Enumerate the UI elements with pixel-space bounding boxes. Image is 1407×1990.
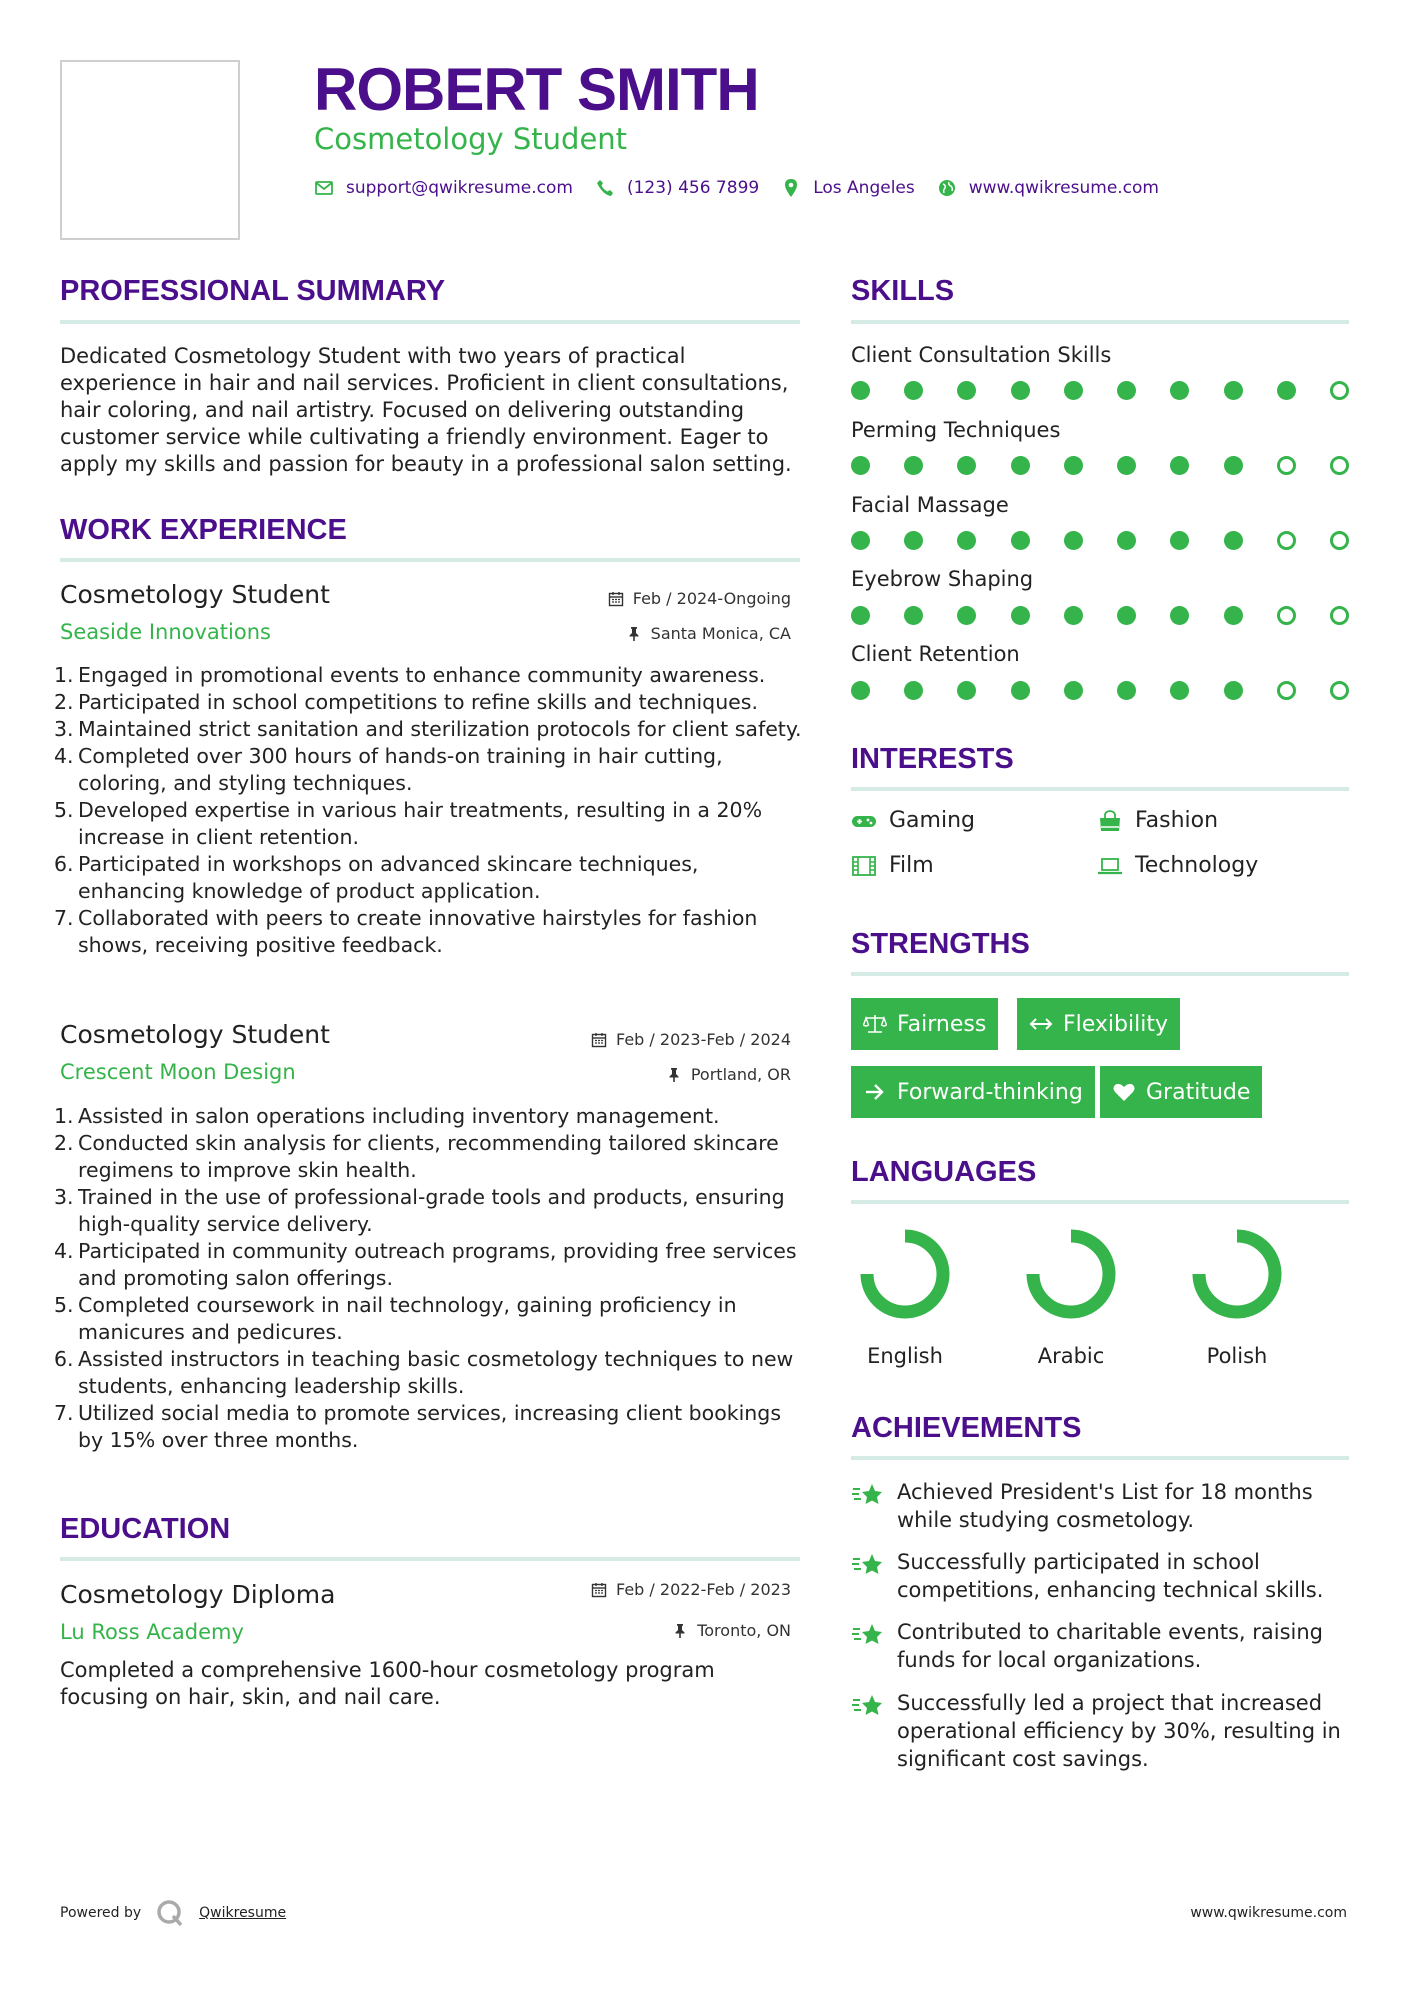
rating-dot-filled (957, 681, 976, 700)
list-item: 1. Assisted in salon operations including inventory management. (54, 1104, 720, 1128)
rating-dot-filled (1064, 381, 1083, 400)
rating-dot-filled (957, 456, 976, 475)
qwikresume-logo-icon (155, 1898, 185, 1928)
job-2-title: Cosmetology Student (60, 1020, 330, 1049)
list-item: 7. Utilized social media to promote services, increasing client bookings by 15% over three months. (54, 1401, 781, 1452)
location-text: Los Angeles (813, 178, 915, 198)
rating-dot-filled (1170, 456, 1189, 475)
rating-dot-filled (1117, 456, 1136, 475)
rating-dot-empty (1277, 531, 1296, 550)
website-text: www.qwikresume.com (968, 178, 1159, 198)
job-2-date (591, 1030, 791, 1049)
arrow-right-icon (863, 1081, 887, 1103)
skill-4-rating (851, 606, 1349, 626)
calendar-icon (608, 591, 624, 607)
rating-dot-filled (904, 531, 923, 550)
summary-heading: PROFESSIONAL SUMMARY (60, 275, 446, 307)
interests-divider (851, 787, 1349, 791)
rating-dot-filled (851, 606, 870, 625)
rating-dot-empty (1277, 456, 1296, 475)
interest-film (851, 853, 934, 878)
rating-dot-filled (851, 531, 870, 550)
candidate-name: ROBERT SMITH (314, 56, 759, 123)
achievement-item (851, 1689, 1351, 1773)
rating-dot-empty (1330, 606, 1349, 625)
interest-technology (1097, 853, 1258, 878)
laptop-icon (1097, 855, 1123, 877)
interest-fashion (1097, 808, 1218, 833)
rating-dot-filled (851, 456, 870, 475)
achievements-heading: ACHIEVEMENTS (851, 1412, 1082, 1444)
contact-location (781, 178, 915, 198)
education-degree: Cosmetology Diploma (60, 1580, 336, 1609)
powered-by-label: Powered by (60, 1905, 142, 1921)
rating-dot-filled (1117, 606, 1136, 625)
language-arabic (991, 1226, 1151, 1368)
footer-powered-by (60, 1898, 286, 1928)
interest-technology-label: Technology (1135, 853, 1259, 878)
calendar-icon (591, 1032, 607, 1048)
strengths-divider (851, 972, 1349, 976)
language-english (825, 1226, 985, 1368)
contact-website[interactable] (937, 178, 1159, 198)
rating-dot-filled (904, 606, 923, 625)
rating-dot-filled (1011, 381, 1030, 400)
rating-dot-filled (1117, 681, 1136, 700)
skill-3-name: Facial Massage (851, 493, 1009, 517)
rating-dot-filled (1011, 531, 1030, 550)
education-date-text: Feb / 2022-Feb / 2023 (616, 1580, 791, 1599)
list-item: 4. Completed over 300 hours of hands-on training in hair cutting, coloring, and styling techniques. (54, 744, 723, 795)
list-item: 7. Collaborated with peers to create innovative hairstyles for fashion shows, receiving positive feedback. (54, 906, 758, 957)
education-heading: EDUCATION (60, 1513, 231, 1545)
list-item: 5. Developed expertise in various hair treatments, resulting in a 20% increase in client retention. (54, 798, 763, 849)
rating-dot-empty (1330, 381, 1349, 400)
phone-icon (595, 178, 615, 198)
job-1-date (608, 589, 791, 608)
language-level-ring (1023, 1226, 1119, 1322)
pin-icon (672, 1623, 688, 1639)
job-2-duties (54, 1103, 804, 1454)
job-1-duties (54, 662, 804, 959)
strength-tag: Gratitude (1100, 1066, 1262, 1118)
languages-heading: LANGUAGES (851, 1156, 1037, 1188)
rating-dot-filled (851, 381, 870, 400)
language-name: English (867, 1344, 943, 1368)
language-level-ring (857, 1226, 953, 1322)
balance-scale-icon (863, 1013, 887, 1035)
job-1-location (626, 624, 791, 643)
contact-phone[interactable] (595, 178, 759, 198)
rating-dot-empty (1330, 456, 1349, 475)
job-2-location-text: Portland, OR (690, 1065, 791, 1084)
rating-dot-empty (1277, 681, 1296, 700)
globe-icon (937, 178, 957, 198)
gamepad-icon (851, 810, 877, 832)
achievements-divider (851, 1456, 1349, 1460)
skill-2-rating (851, 456, 1349, 476)
list-item: 1. Engaged in promotional events to enhance community awareness. (54, 663, 766, 687)
skills-divider (851, 320, 1349, 324)
languages-divider (851, 1200, 1349, 1204)
rating-dot-filled (1117, 381, 1136, 400)
shooting-star-icon (851, 1620, 885, 1650)
rating-dot-filled (1011, 606, 1030, 625)
list-item: 2. Conducted skin analysis for clients, recommending tailored skincare regimens to improve skin health. (54, 1131, 779, 1182)
calendar-icon (591, 1582, 607, 1598)
language-level-arc (1033, 1236, 1109, 1312)
education-divider (60, 1557, 800, 1561)
skill-2-name: Perming Techniques (851, 418, 1061, 442)
interests-heading: INTERESTS (851, 743, 1014, 775)
rating-dot-filled (1064, 606, 1083, 625)
strength-tag: Flexibility (1017, 998, 1180, 1050)
language-polish (1157, 1226, 1317, 1368)
rating-dot-filled (1224, 456, 1243, 475)
shooting-star-icon (851, 1691, 885, 1721)
work-divider (60, 558, 800, 562)
phone-text: (123) 456 7899 (626, 178, 760, 198)
rating-dot-filled (1224, 606, 1243, 625)
skill-4-name: Eyebrow Shaping (851, 567, 1034, 591)
skill-5-rating (851, 681, 1349, 701)
contact-email[interactable] (314, 178, 573, 198)
list-item: 6. Participated in workshops on advanced skincare techniques, enhancing knowledge of product application. (54, 852, 699, 903)
achievement-item (851, 1478, 1351, 1534)
pin-icon (626, 626, 642, 642)
rating-dot-filled (904, 381, 923, 400)
language-level-arc (867, 1236, 943, 1312)
language-level-ring (1189, 1226, 1285, 1322)
rating-dot-filled (851, 681, 870, 700)
language-level-arc (1199, 1236, 1275, 1312)
envelope-icon (314, 178, 334, 198)
education-date (591, 1580, 791, 1599)
contact-bar (314, 178, 1181, 198)
shopping-bag-icon (1097, 810, 1123, 832)
strength-tag: Fairness (851, 998, 998, 1050)
footer-url[interactable]: www.qwikresume.com (1190, 1905, 1347, 1921)
list-item: 2. Participated in school competitions to refine skills and techniques. (54, 690, 758, 714)
education-location (672, 1621, 791, 1640)
rating-dot-filled (1170, 381, 1189, 400)
email-text: support@qwikresume.com (346, 178, 573, 198)
rating-dot-filled (1064, 531, 1083, 550)
language-name: Arabic (1037, 1344, 1105, 1368)
rating-dot-filled (1170, 531, 1189, 550)
interest-fashion-label: Fashion (1135, 808, 1219, 833)
education-location-text: Toronto, ON (697, 1621, 791, 1640)
qwikresume-link[interactable]: Qwikresume (199, 1905, 287, 1921)
rating-dot-filled (1224, 381, 1243, 400)
film-icon (851, 855, 877, 877)
rating-dot-filled (1224, 531, 1243, 550)
rating-dot-empty (1330, 531, 1349, 550)
rating-dot-empty (1277, 606, 1296, 625)
rating-dot-filled (957, 531, 976, 550)
list-item: 4. Participated in community outreach programs, providing free services and promoting salon offerings. (54, 1239, 797, 1290)
shooting-star-icon (851, 1550, 885, 1580)
rating-dot-filled (1011, 681, 1030, 700)
education-description: Completed a comprehensive 1600-hour cosmetology program focusing on hair, skin, and nail care. (60, 1658, 715, 1709)
achievement-text: Achieved President's List for 18 months while studying cosmetology. (897, 1480, 1313, 1532)
rating-dot-filled (1064, 681, 1083, 700)
rating-dot-filled (1170, 606, 1189, 625)
skills-heading: SKILLS (851, 275, 955, 307)
interest-film-label: Film (889, 853, 934, 878)
rating-dot-filled (1170, 681, 1189, 700)
rating-dot-filled (904, 456, 923, 475)
rating-dot-filled (957, 606, 976, 625)
strength-tag: Forward-thinking (851, 1066, 1095, 1118)
strengths-heading: STRENGTHS (851, 928, 1030, 960)
skill-3-rating (851, 531, 1349, 551)
list-item: 3. Trained in the use of professional-grade tools and products, ensuring high-quality service delivery. (54, 1185, 785, 1236)
list-item: 6. Assisted instructors in teaching basic cosmetology techniques to new students, enhancing leadership skills. (54, 1347, 794, 1398)
interest-gaming (851, 808, 975, 833)
achievement-text: Contributed to charitable events, raising funds for local organizations. (897, 1620, 1323, 1672)
achievement-item (851, 1548, 1351, 1604)
job-2-company: Crescent Moon Design (60, 1060, 296, 1084)
achievement-item (851, 1618, 1351, 1674)
rating-dot-filled (1064, 456, 1083, 475)
interest-gaming-label: Gaming (889, 808, 975, 833)
rating-dot-filled (904, 681, 923, 700)
rating-dot-filled (957, 381, 976, 400)
achievement-text: Successfully led a project that increased operational efficiency by 30%, resulting in significant cost savings. (897, 1691, 1341, 1771)
job-2-date-text: Feb / 2023-Feb / 2024 (616, 1030, 791, 1049)
job-1-location-text: Santa Monica, CA (650, 624, 791, 643)
map-pin-icon (781, 178, 801, 198)
skill-5-name: Client Retention (851, 642, 1020, 666)
job-2-location (666, 1065, 791, 1084)
education-school: Lu Ross Academy (60, 1620, 244, 1644)
rating-dot-filled (1011, 456, 1030, 475)
summary-divider (60, 320, 800, 324)
skill-1-name: Client Consultation Skills (851, 343, 1112, 367)
rating-dot-filled (1224, 681, 1243, 700)
rating-dot-filled (1277, 381, 1296, 400)
rating-dot-filled (1117, 531, 1136, 550)
shooting-star-icon (851, 1480, 885, 1510)
job-1-title: Cosmetology Student (60, 580, 330, 609)
job-1-company: Seaside Innovations (60, 620, 271, 644)
pin-icon (666, 1067, 682, 1083)
candidate-title: Cosmetology Student (314, 122, 628, 156)
work-heading: WORK EXPERIENCE (60, 514, 347, 546)
arrows-horizontal-icon (1029, 1013, 1053, 1035)
heart-icon (1112, 1081, 1136, 1103)
rating-dot-empty (1330, 681, 1349, 700)
list-item: 3. Maintained strict sanitation and sterilization protocols for client safety. (54, 717, 802, 741)
achievement-text: Successfully participated in school competitions, enhancing technical skills. (897, 1550, 1324, 1602)
list-item: 5. Completed coursework in nail technology, gaining proficiency in manicures and pedicures. (54, 1293, 737, 1344)
language-name: Polish (1206, 1344, 1268, 1368)
job-1-date-text: Feb / 2024-Ongoing (632, 589, 791, 608)
summary-text: Dedicated Cosmetology Student with two years of practical experience in hair and nail services. Proficient in client consultations, hair coloring, and nail artistry. Focused on delivering outstanding customer service while cultivating a friendly environment. Eager to apply my skills and passion for beauty in a professional salon setting. (60, 344, 792, 476)
skill-1-rating (851, 381, 1349, 401)
profile-photo-placeholder (60, 60, 240, 240)
